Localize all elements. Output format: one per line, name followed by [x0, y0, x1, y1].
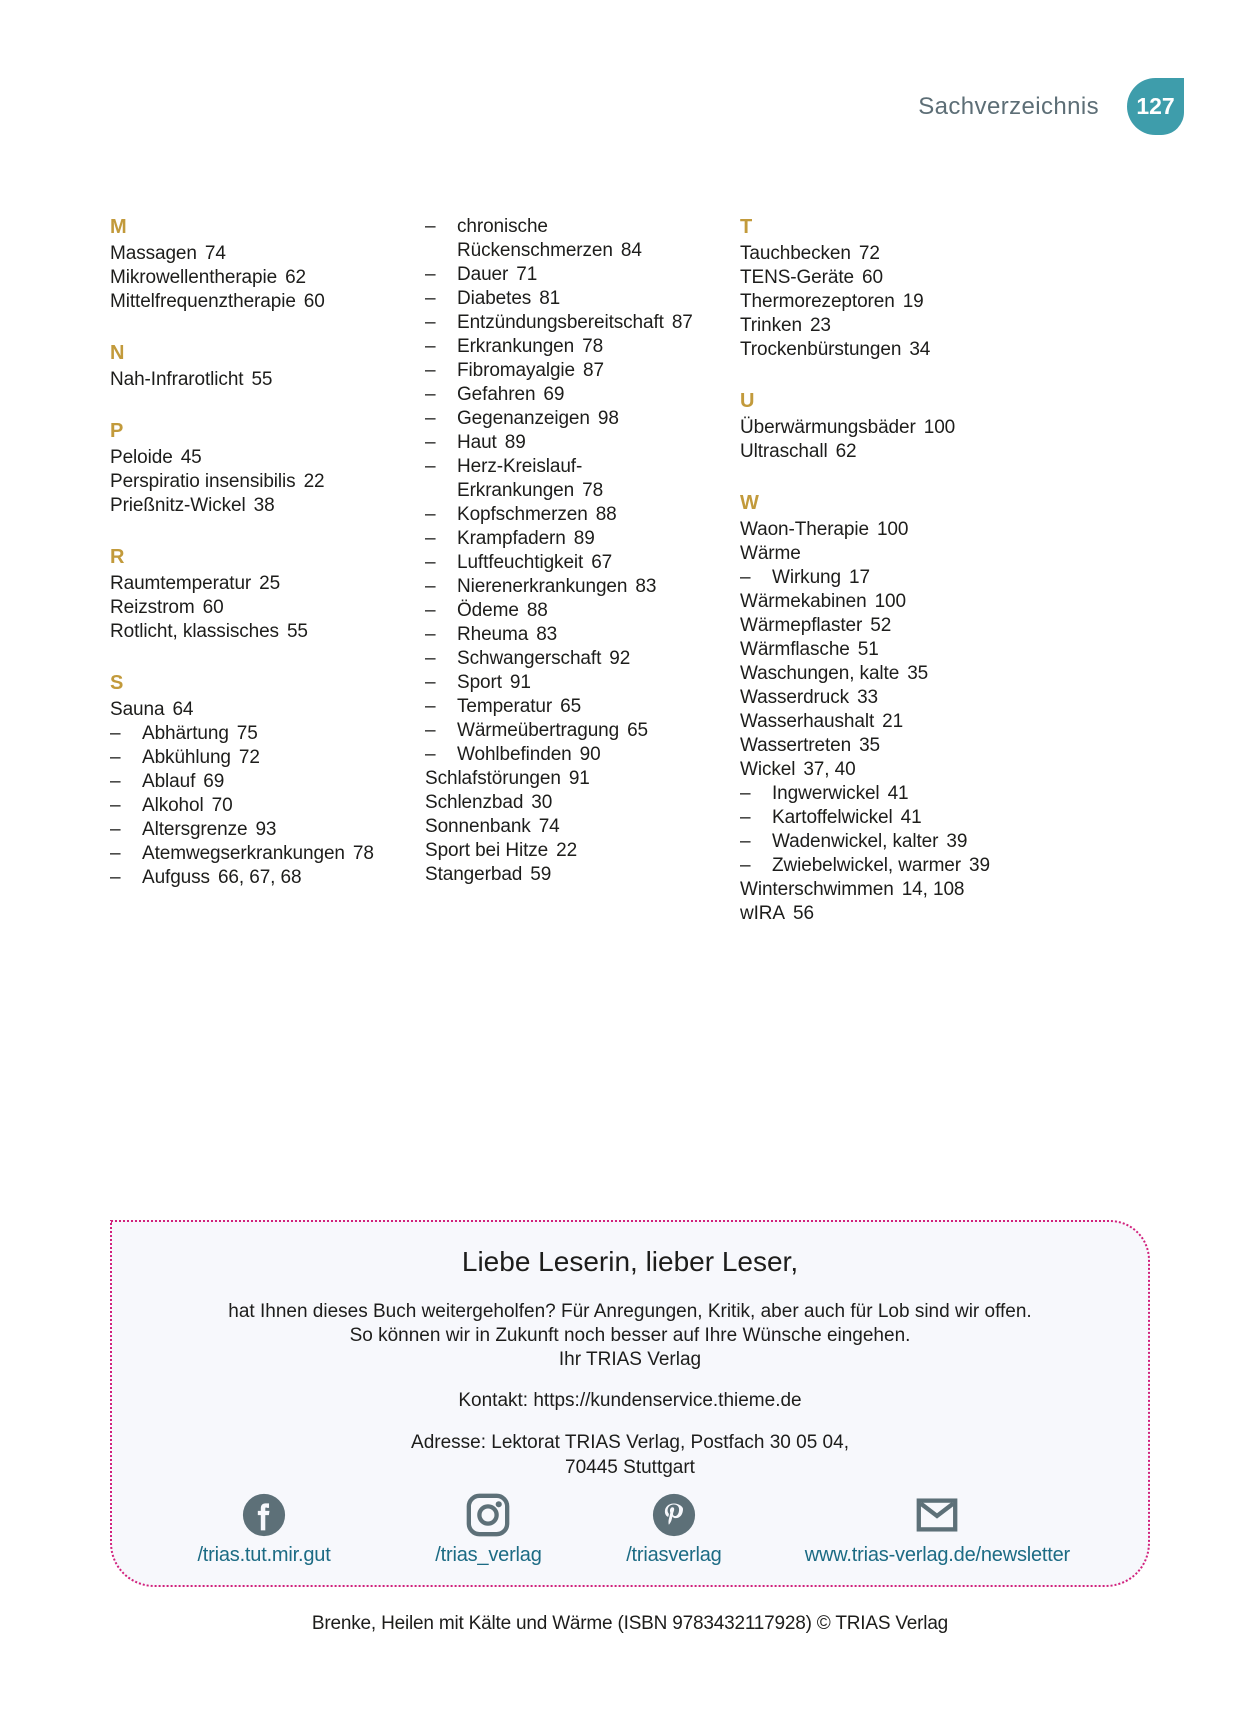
- feedback-intro-line-2: So können wir in Zukunft noch besser auf Ihre Wünsche eingehen.: [349, 1325, 911, 1346]
- index-entry-pages: 90: [579, 744, 601, 765]
- index-column: [740, 215, 1040, 926]
- index-column: [110, 215, 410, 890]
- index-entry-pages: 83: [536, 624, 558, 645]
- index-entry: [425, 383, 725, 407]
- index-entry-label: Nierenerkrankungen: [457, 576, 628, 597]
- index-entry-label: Perspiratio insensibilis: [110, 471, 296, 492]
- index-entry-label: Altersgrenze: [142, 819, 248, 840]
- facebook-icon[interactable]: [241, 1492, 287, 1538]
- index-entry: [110, 866, 410, 890]
- index-entry-label: Massagen: [110, 243, 197, 264]
- index-entry-label: Trockenbürstungen: [740, 339, 902, 360]
- index-entry-pages: 35: [859, 735, 881, 756]
- index-entry: [425, 359, 725, 383]
- index-entry-pages: 98: [597, 408, 619, 429]
- dash-marker: –: [110, 771, 121, 792]
- page-number-badge: 127: [1127, 78, 1184, 135]
- index-entry-label: Schlafstörungen: [425, 768, 561, 789]
- index-section: [740, 215, 1040, 362]
- index-entry-pages: 89: [504, 432, 526, 453]
- index-entry-label: Ultraschall: [740, 441, 828, 462]
- index-entry-label: Sport: [457, 672, 502, 693]
- index-entry: [425, 623, 725, 647]
- dash-marker: –: [425, 744, 436, 765]
- pinterest-icon[interactable]: [651, 1492, 697, 1538]
- dash-marker: –: [110, 747, 121, 768]
- index-entry-label: Mikrowellentherapie: [110, 267, 278, 288]
- dash-marker: –: [425, 336, 436, 357]
- social-link-trias-tut-mir-gut[interactable]: [142, 1492, 386, 1567]
- index-entry: [740, 758, 1040, 782]
- index-entry: [740, 242, 1040, 266]
- index-entry-label: Erkrankungen: [457, 336, 575, 357]
- dash-marker: –: [425, 552, 436, 573]
- index-section: [110, 215, 410, 314]
- section-letter: U: [740, 390, 755, 412]
- index-entry-pages: 78: [582, 336, 604, 357]
- dash-marker: –: [425, 648, 436, 669]
- dash-marker: –: [110, 843, 121, 864]
- index-entry-label: Wärmepflaster: [740, 615, 863, 636]
- index-entry: [425, 551, 725, 575]
- index-entry: [740, 518, 1040, 542]
- index-entry-pages: 78: [352, 843, 374, 864]
- index-entry: [110, 620, 410, 644]
- index-entry-label: Schlenzbad: [425, 792, 524, 813]
- index-entry-label: Schwangerschaft: [457, 648, 602, 669]
- index-entry-pages: 81: [539, 288, 561, 309]
- index-entry-label: wIRA: [740, 903, 785, 924]
- index-entry: [110, 494, 410, 518]
- index-entry: [740, 782, 1040, 806]
- section-letter: T: [740, 216, 753, 238]
- dash-marker: –: [425, 408, 436, 429]
- dash-marker: –: [740, 855, 751, 876]
- social-link-triasverlag[interactable]: [591, 1492, 757, 1567]
- index-section: [740, 389, 1040, 464]
- index-entry-label: Wohlbefinden: [457, 744, 572, 765]
- index-entry: [425, 647, 725, 671]
- index-entry-label: Tauchbecken: [740, 243, 851, 264]
- index-entry: [110, 698, 410, 722]
- index-entry-label: Sonnenbank: [425, 816, 531, 837]
- index-entry-pages: 37, 40: [803, 759, 856, 780]
- index-entry-label: Sport bei Hitze: [425, 840, 549, 861]
- index-entry: [110, 242, 410, 266]
- index-entry-pages: 84: [620, 240, 642, 261]
- social-label[interactable]: /trias.tut.mir.gut: [197, 1544, 331, 1566]
- dash-marker: –: [425, 672, 436, 693]
- index-entry: [740, 878, 1040, 902]
- index-entry-pages: 60: [862, 267, 883, 288]
- dash-marker: –: [425, 312, 436, 333]
- index-entry-pages: 74: [204, 243, 226, 264]
- dash-marker: –: [425, 600, 436, 621]
- index-entry: [425, 743, 725, 767]
- index-entry-pages: 23: [809, 315, 831, 336]
- dash-marker: –: [425, 264, 436, 285]
- dash-marker: –: [425, 456, 436, 477]
- index-entry-pages: 52: [870, 615, 892, 636]
- index-entry: [740, 734, 1040, 758]
- index-entry-label: Waschungen, kalte: [740, 663, 900, 684]
- index-entry-label: Herz-Kreislauf-Erkrankungen: [457, 456, 583, 501]
- index-entry-label: Wärmeübertragung: [457, 720, 620, 741]
- index-entry-label: Stangerbad: [425, 864, 523, 885]
- social-link-trias-verlag[interactable]: [386, 1492, 591, 1567]
- section-letter: M: [110, 216, 127, 238]
- index-column: [425, 215, 725, 887]
- index-columns: [110, 215, 1150, 1100]
- social-label[interactable]: /triasverlag: [626, 1544, 722, 1566]
- index-entry-pages: 92: [609, 648, 631, 669]
- index-entry-pages: 65: [627, 720, 649, 741]
- index-entry-label: Alkohol: [142, 795, 204, 816]
- index-entry: [740, 662, 1040, 686]
- index-entry: [740, 338, 1040, 362]
- index-entry-label: Krampfadern: [457, 528, 566, 549]
- index-entry-label: Prießnitz-Wickel: [110, 495, 246, 516]
- index-entry-pages: 93: [255, 819, 277, 840]
- index-entry: [425, 863, 725, 887]
- dash-marker: –: [110, 819, 121, 840]
- index-entry-label: Gegenanzeigen: [457, 408, 590, 429]
- index-entry-label: Atemwegserkrankungen: [142, 843, 345, 864]
- index-entry-pages: 45: [180, 447, 202, 468]
- contact-line[interactable]: Kontakt: https://kundenservice.thieme.de: [458, 1390, 802, 1411]
- index-entry-label: Rheuma: [457, 624, 529, 645]
- page-footer: Brenke, Heilen mit Kälte und Wärme (ISBN 9783432117928) © TRIAS Verlag: [311, 1613, 949, 1634]
- index-entry-label: Waon-Therapie: [740, 519, 869, 540]
- index-entry: [425, 671, 725, 695]
- index-entry: [110, 722, 410, 746]
- index-entry-pages: 87: [671, 312, 693, 333]
- index-entry: [425, 599, 725, 623]
- dash-marker: –: [425, 216, 436, 237]
- dash-marker: –: [425, 384, 436, 405]
- index-entry-pages: 100: [876, 519, 909, 540]
- index-entry: [740, 638, 1040, 662]
- index-entry: [110, 290, 410, 314]
- social-row: [142, 1492, 1118, 1567]
- index-entry-pages: 62: [285, 267, 307, 288]
- section-letter: N: [110, 342, 125, 364]
- dash-marker: –: [425, 288, 436, 309]
- index-entry-pages: 67: [591, 552, 613, 573]
- index-entry: [740, 440, 1040, 464]
- index-entry-label: Aufguss: [142, 867, 210, 888]
- index-entry-label: Überwärmungsbäder: [740, 417, 916, 438]
- dash-marker: –: [425, 576, 436, 597]
- index-entry: [740, 854, 1040, 878]
- index-section: [110, 545, 410, 644]
- section-letter: R: [110, 546, 125, 568]
- index-entry: [740, 902, 1040, 926]
- index-entry-label: Thermorezeptoren: [740, 291, 895, 312]
- index-entry: [425, 527, 725, 551]
- index-entry-label: Temperatur: [457, 696, 553, 717]
- dash-marker: –: [740, 567, 751, 588]
- index-entry-pages: 17: [848, 567, 870, 588]
- index-entry-pages: 60: [303, 291, 325, 312]
- index-entry-pages: 55: [251, 369, 273, 390]
- index-entry-pages: 91: [568, 768, 590, 789]
- index-entry: [740, 314, 1040, 338]
- address-line-2: 70445 Stuttgart: [565, 1457, 695, 1478]
- index-entry-label: Wassertreten: [740, 735, 852, 756]
- index-entry-pages: 100: [874, 591, 906, 612]
- index-entry-label: Kartoffelwickel: [772, 807, 893, 828]
- index-section: [110, 341, 410, 392]
- index-entry: [425, 287, 725, 311]
- index-entry: [425, 719, 725, 743]
- index-entry-label: Wasserdruck: [740, 687, 850, 708]
- index-entry-label: Nah-Infrarotlicht: [110, 369, 244, 390]
- index-entry-pages: 30: [531, 792, 553, 813]
- index-entry-pages: 87: [583, 360, 604, 381]
- index-entry: [110, 596, 410, 620]
- feedback-box: [110, 1220, 1150, 1587]
- feedback-intro-line-3: Ihr TRIAS Verlag: [558, 1349, 702, 1370]
- index-section: [425, 215, 725, 887]
- index-entry: [425, 839, 725, 863]
- index-entry: [425, 263, 725, 287]
- index-entry: [110, 572, 410, 596]
- index-entry: [740, 566, 1040, 590]
- index-entry: [740, 590, 1040, 614]
- index-entry: [740, 614, 1040, 638]
- index-entry-pages: 38: [253, 495, 275, 516]
- index-entry: [740, 416, 1040, 440]
- index-entry-label: Wirkung: [772, 567, 841, 588]
- index-entry-label: Reizstrom: [110, 597, 195, 618]
- index-entry-label: Wasserhaushalt: [740, 711, 875, 732]
- index-entry-pages: 88: [595, 504, 617, 525]
- dash-marker: –: [425, 528, 436, 549]
- index-entry: [110, 770, 410, 794]
- dash-marker: –: [425, 624, 436, 645]
- index-entry-label: Ingwerwickel: [772, 783, 880, 804]
- index-entry-label: Entzündungsbereitschaft: [457, 312, 664, 333]
- index-entry: [110, 368, 410, 392]
- dash-marker: –: [740, 807, 751, 828]
- index-entry-pages: 60: [202, 597, 224, 618]
- index-entry-label: chronische Rückenschmerzen: [457, 216, 613, 261]
- page-header: [0, 0, 1260, 135]
- index-entry: [425, 431, 725, 455]
- dash-marker: –: [425, 720, 436, 741]
- index-entry-label: Haut: [457, 432, 497, 453]
- index-entry-label: Sauna: [110, 699, 165, 720]
- social-label[interactable]: /trias_verlag: [435, 1544, 542, 1566]
- index-entry-label: Zwiebelwickel, warmer: [772, 855, 961, 876]
- index-entry-label: Dauer: [457, 264, 509, 285]
- index-entry: [740, 542, 1040, 566]
- index-entry: [740, 830, 1040, 854]
- index-entry-pages: 78: [582, 480, 604, 501]
- index-entry-pages: 51: [857, 639, 879, 660]
- index-section: [110, 671, 410, 890]
- index-entry: [740, 686, 1040, 710]
- index-entry-pages: 83: [635, 576, 657, 597]
- index-entry-label: Trinken: [740, 315, 802, 336]
- index-entry-pages: 35: [907, 663, 929, 684]
- index-entry: [425, 575, 725, 599]
- index-entry-pages: 62: [835, 441, 857, 462]
- dash-marker: –: [425, 696, 436, 717]
- index-section: [110, 419, 410, 518]
- index-entry: [425, 455, 725, 503]
- dash-marker: –: [425, 432, 436, 453]
- index-entry-label: Abhärtung: [142, 723, 229, 744]
- index-entry: [425, 503, 725, 527]
- index-entry-pages: 65: [560, 696, 582, 717]
- index-entry: [425, 215, 725, 263]
- index-entry-pages: 39: [969, 855, 990, 876]
- feedback-intro-line-1: hat Ihnen dieses Buch weitergeholfen? Für Anregungen, Kritik, aber auch für Lob sind wir offen.: [228, 1301, 1032, 1322]
- index-entry-label: Wadenwickel, kalter: [772, 831, 939, 852]
- index-entry-pages: 72: [238, 747, 260, 768]
- index-entry-label: Gefahren: [457, 384, 536, 405]
- index-entry-pages: 19: [902, 291, 924, 312]
- index-entry-label: Ödeme: [457, 600, 519, 621]
- index-entry-label: Peloide: [110, 447, 173, 468]
- index-entry-label: Abkühlung: [142, 747, 231, 768]
- index-entry-label: Mittelfrequenztherapie: [110, 291, 296, 312]
- index-entry-pages: 89: [573, 528, 595, 549]
- index-entry: [425, 311, 725, 335]
- index-entry-pages: 72: [858, 243, 880, 264]
- index-entry-pages: 88: [526, 600, 548, 621]
- social-label[interactable]: www.trias-verlag.de/newsletter: [804, 1544, 1071, 1566]
- index-entry-label: Wickel: [740, 759, 796, 780]
- index-entry-pages: 64: [172, 699, 194, 720]
- section-letter: P: [110, 420, 124, 442]
- index-entry: [740, 710, 1040, 734]
- dash-marker: –: [740, 831, 751, 852]
- index-entry-pages: 70: [211, 795, 233, 816]
- index-entry-label: Raumtemperatur: [110, 573, 252, 594]
- index-entry-pages: 74: [538, 816, 560, 837]
- index-entry-pages: 25: [259, 573, 281, 594]
- index-entry-label: Rotlicht, klassisches: [110, 621, 279, 642]
- index-entry-pages: 71: [516, 264, 538, 285]
- index-entry-pages: 69: [543, 384, 565, 405]
- index-entry: [110, 746, 410, 770]
- index-entry: [740, 290, 1040, 314]
- index-entry-pages: 100: [923, 417, 956, 438]
- index-entry-pages: 22: [556, 840, 578, 861]
- index-entry-label: Kopfschmerzen: [457, 504, 588, 525]
- index-entry: [425, 695, 725, 719]
- index-entry-label: Winterschwimmen: [740, 879, 894, 900]
- index-entry: [110, 842, 410, 866]
- index-entry-pages: 21: [882, 711, 904, 732]
- index-entry: [110, 470, 410, 494]
- feedback-intro: [142, 1300, 1118, 1372]
- index-entry-pages: 41: [900, 807, 922, 828]
- index-entry: [425, 335, 725, 359]
- index-entry: [740, 806, 1040, 830]
- index-entry-pages: 14, 108: [901, 879, 965, 900]
- index-entry: [425, 407, 725, 431]
- index-entry-label: Ablauf: [142, 771, 196, 792]
- address-lines: [142, 1430, 1118, 1480]
- index-entry-pages: 69: [203, 771, 225, 792]
- dash-marker: –: [425, 504, 436, 525]
- index-entry: [110, 818, 410, 842]
- index-entry-pages: 66, 67, 68: [217, 867, 302, 888]
- index-entry-pages: 59: [530, 864, 552, 885]
- section-letter: S: [110, 672, 124, 694]
- index-entry: [425, 791, 725, 815]
- social-link-www-trias-verlag-de-newsletter[interactable]: [757, 1492, 1118, 1567]
- index-entry-pages: 75: [236, 723, 258, 744]
- address-line-1: Adresse: Lektorat TRIAS Verlag, Postfach 30 05 04,: [411, 1432, 849, 1453]
- instagram-icon[interactable]: [465, 1492, 511, 1538]
- index-entry-label: Wärmekabinen: [740, 591, 867, 612]
- dash-marker: –: [110, 723, 121, 744]
- section-letter: W: [740, 492, 759, 514]
- index-entry: [425, 815, 725, 839]
- index-entry: [110, 266, 410, 290]
- index-entry-label: Luftfeuchtigkeit: [457, 552, 584, 573]
- dash-marker: –: [425, 360, 436, 381]
- envelope-icon[interactable]: [914, 1492, 960, 1538]
- index-entry-pages: 91: [509, 672, 531, 693]
- index-entry-pages: 22: [303, 471, 325, 492]
- dash-marker: –: [110, 867, 121, 888]
- page-title: Sachverzeichnis: [918, 92, 1099, 120]
- index-entry-label: Diabetes: [457, 288, 532, 309]
- index-section: [740, 491, 1040, 926]
- index-entry: [740, 266, 1040, 290]
- index-entry-label: Wärmflasche: [740, 639, 850, 660]
- index-entry-label: Wärme: [740, 543, 801, 564]
- index-entry-pages: 33: [857, 687, 878, 708]
- index-entry-pages: 55: [286, 621, 308, 642]
- index-entry-label: Fibromayalgie: [457, 360, 576, 381]
- index-entry-pages: 41: [887, 783, 909, 804]
- index-entry: [425, 767, 725, 791]
- index-entry-pages: 34: [909, 339, 931, 360]
- index-entry-pages: 56: [793, 903, 814, 924]
- dash-marker: –: [740, 783, 751, 804]
- feedback-title: Liebe Leserin, lieber Leser,: [461, 1246, 799, 1277]
- index-entry-label: TENS-Geräte: [740, 267, 854, 288]
- index-entry: [110, 794, 410, 818]
- index-entry-pages: 39: [946, 831, 968, 852]
- index-entry: [110, 446, 410, 470]
- dash-marker: –: [110, 795, 121, 816]
